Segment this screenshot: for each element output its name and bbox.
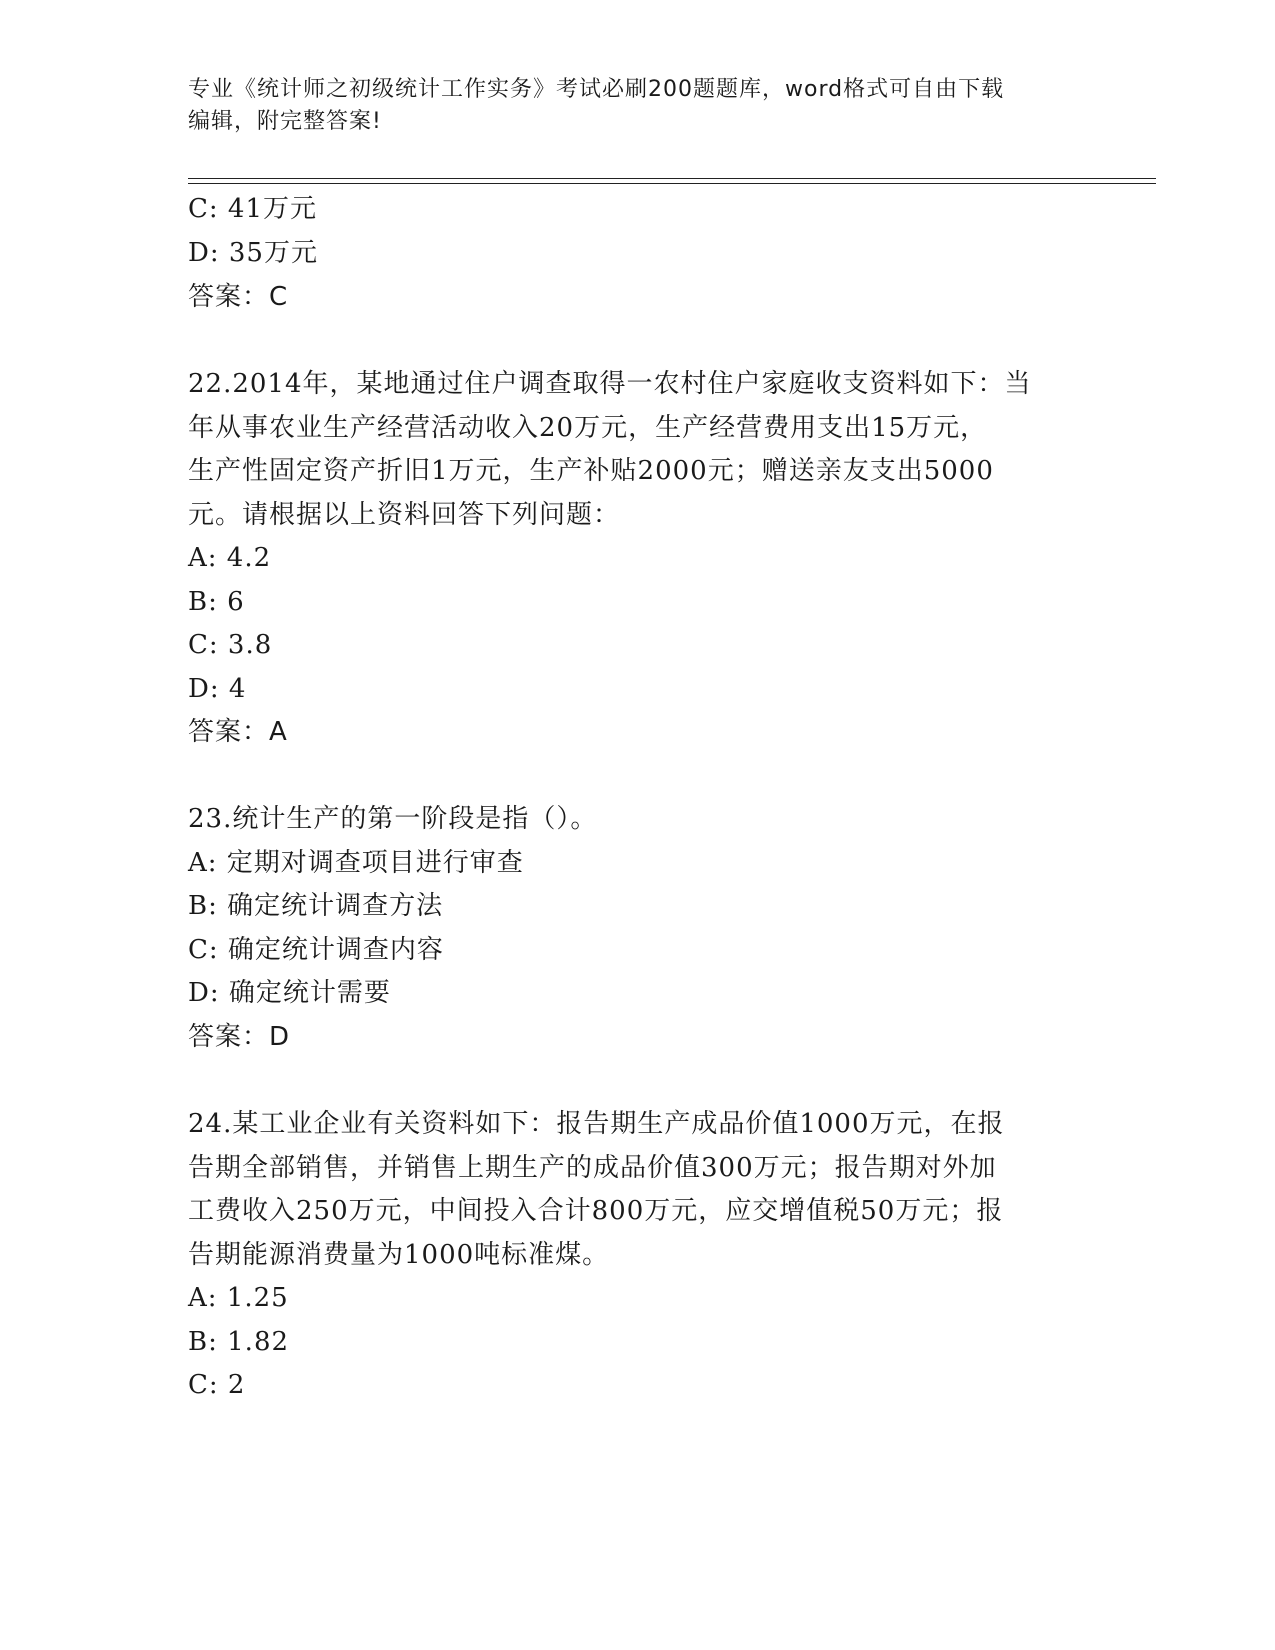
- q22-answer: 答案：A: [188, 717, 288, 747]
- header-title-line-1: 专业《统计师之初级统计工作实务》考试必刷200题题库，word格式可自由下载: [188, 77, 1005, 102]
- q21-option-d: D: 35万元: [188, 238, 318, 268]
- q22-option-b: B: 6: [188, 587, 245, 617]
- q22-stem-line-2: 年从事农业生产经营活动收入20万元，生产经营费用支出15万元，: [188, 413, 988, 443]
- document-header: [188, 74, 1088, 138]
- q23-option-a: A: 定期对调查项目进行审查: [188, 848, 524, 878]
- q24-stem-line-2: 告期全部销售，并销售上期生产的成品价值300万元；报告期对外加: [188, 1153, 997, 1183]
- q24-option-b: B: 1.82: [188, 1327, 290, 1357]
- q21-answer: 答案：C: [188, 282, 289, 312]
- header-rule-top: [188, 178, 1156, 179]
- q23-option-d: D: 确定统计需要: [188, 978, 391, 1008]
- q24-stem-line-1: 24.某工业企业有关资料如下：报告期生产成品价值1000万元，在报: [188, 1109, 1005, 1139]
- q24-option-c: C: 2: [188, 1370, 246, 1400]
- q22-stem-line-4: 元。请根据以上资料回答下列问题：: [188, 500, 621, 530]
- q22-stem-line-1: 22.2014年，某地通过住户调查取得一农村住户家庭收支资料如下：当: [188, 369, 1032, 399]
- q22-option-c: C: 3.8: [188, 630, 273, 660]
- q24-stem-line-3: 工费收入250万元，中间投入合计800万元，应交增值税50万元；报: [188, 1196, 1004, 1226]
- q24-stem-line-4: 告期能源消费量为1000吨标准煤。: [188, 1240, 610, 1270]
- q23-answer: 答案：D: [188, 1022, 291, 1052]
- q23-stem-line-1: 23.统计生产的第一阶段是指（）。: [188, 804, 598, 834]
- q23-option-c: C: 确定统计调查内容: [188, 935, 444, 965]
- q22-stem-line-3: 生产性固定资产折旧1万元，生产补贴2000元；赠送亲友支出5000: [188, 456, 994, 486]
- q22-option-a: A: 4.2: [188, 543, 272, 573]
- q21-option-c: C: 41万元: [188, 194, 318, 224]
- q22-option-d: D: 4: [188, 674, 247, 704]
- q24-option-a: A: 1.25: [188, 1283, 289, 1313]
- q23-option-b: B: 确定统计调查方法: [188, 891, 444, 921]
- header-title-line-2: 编辑，附完整答案!: [188, 109, 382, 134]
- header-rule-bottom: [188, 183, 1156, 184]
